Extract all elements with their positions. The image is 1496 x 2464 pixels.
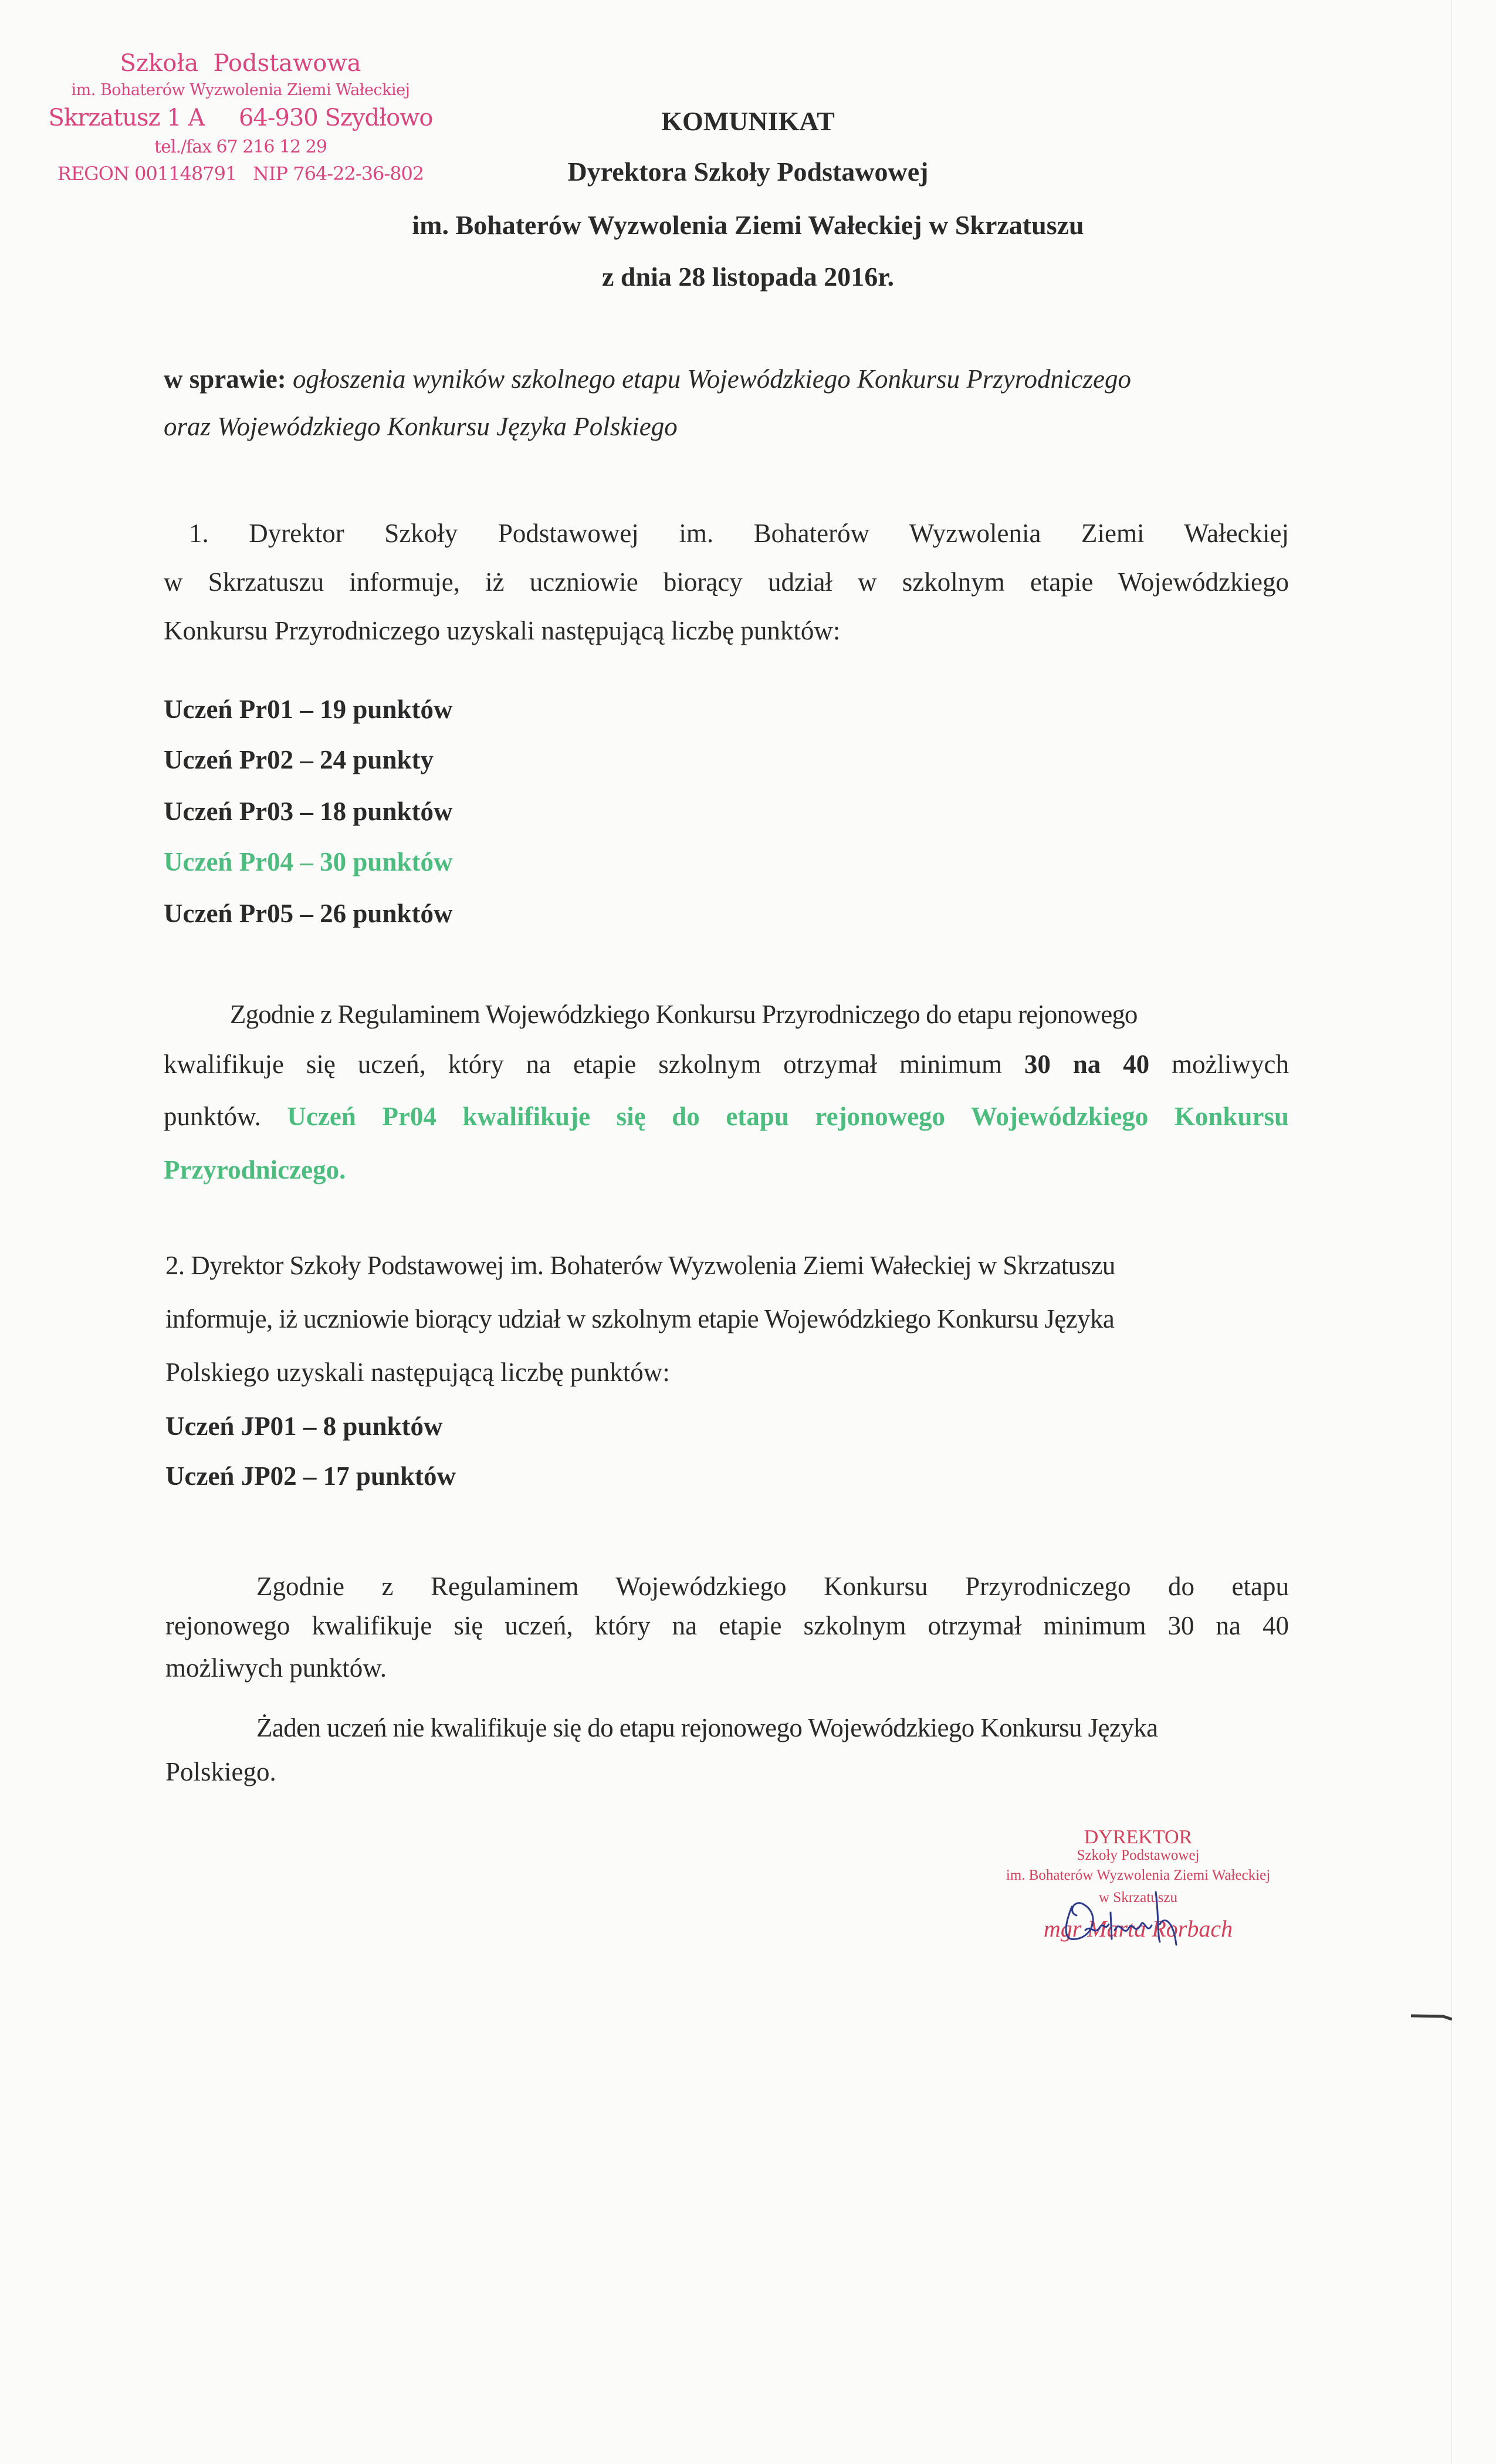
- rule-text-points: punktów.: [164, 1102, 261, 1131]
- sig-patron: im. Bohaterów Wyzwolenia Ziemi Wałeckiej: [1006, 1867, 1271, 1883]
- section1-intro-line: 1. Dyrektor Szkoły Podstawowej im. Bohaterów Wyzwolenia Ziemi Wałeckiej: [189, 519, 1289, 548]
- subject-text-1: ogłoszenia wyników szkolnego etapu Wojewódzkiego Konkursu Przyrodniczego: [292, 364, 1132, 394]
- header-school-name: im. Bohaterów Wyzwolenia Ziemi Wałeckiej w Skrzatuszu: [412, 210, 1084, 240]
- stamp-school-name: Szkoła Podstawowa: [120, 50, 361, 77]
- section1-intro-line: Konkursu Przyrodniczego uzyskali następującą liczbę punktów:: [164, 616, 841, 645]
- section1-rule-line-3: [164, 1104, 1289, 1130]
- rule-text-post: możliwych: [1172, 1050, 1289, 1079]
- sig-town: w Skrzatuszu: [1099, 1890, 1177, 1905]
- subject-line: [164, 366, 1289, 392]
- subject-label: w sprawie:: [164, 364, 286, 394]
- result-item-pr05: Uczeń Pr05 – 26 punktów: [164, 899, 453, 928]
- section2-rule-line: rejonowego kwalifikuje się uczeń, który na etapie szkolnym otrzymał minimum 30 na 40: [165, 1611, 1289, 1640]
- header-issuer: Dyrektora Szkoły Podstawowej: [567, 157, 929, 187]
- sig-school: Szkoły Podstawowej: [1077, 1847, 1200, 1863]
- document-title: KOMUNIKAT: [661, 106, 835, 136]
- scan-artifact-mark: [1411, 2012, 1452, 2020]
- section2-conclusion-line: Polskiego.: [165, 1757, 276, 1786]
- subject-text-2: oraz Wojewódzkiego Konkursu Języka Polskiego: [164, 412, 678, 441]
- section2-rule-line: możliwych punktów.: [165, 1653, 387, 1683]
- stamp-school-patron: im. Bohaterów Wyzwolenia Ziemi Wałeckiej: [71, 81, 410, 99]
- sig-name: mgr Marta Rorbach: [1043, 1915, 1233, 1942]
- header-date: z dnia 28 listopada 2016r.: [601, 262, 894, 292]
- stamp-school-regon-nip: REGON 001148791 NIP 764-22-36-802: [57, 163, 424, 185]
- section2-intro-line: 2. Dyrektor Szkoły Podstawowej im. Bohaterów Wyzwolenia Ziemi Wałeckiej w Skrzatuszu: [165, 1251, 1115, 1280]
- result-item-pr04-qualified: Uczeń Pr04 – 30 punktów: [164, 847, 453, 876]
- result-item-pr03: Uczeń Pr03 – 18 punktów: [164, 797, 453, 826]
- stamp-school-address: Skrzatusz 1 A 64-930 Szydłowo: [48, 104, 433, 131]
- scan-paper-edge: [1451, 0, 1452, 2464]
- qualification-statement: Uczeń Pr04 kwalifikuje się do etapu rejonowego Wojewódzkiego Konkursu: [287, 1102, 1289, 1131]
- qualification-statement-end: Przyrodniczego.: [164, 1155, 346, 1184]
- section1-rule-line-1: Zgodnie z Regulaminem Wojewódzkiego Konkursu Przyrodniczego do etapu rejonowego: [230, 1000, 1138, 1029]
- section1-intro-line: w Skrzatuszu informuje, iż uczniowie biorący udział w szkolnym etapie Wojewódzkiego: [164, 567, 1289, 597]
- result-item-pr01: Uczeń Pr01 – 19 punktów: [164, 695, 453, 724]
- sig-title: DYREKTOR: [1084, 1826, 1193, 1848]
- section2-conclusion-line: Żaden uczeń nie kwalifikuje się do etapu rejonowego Wojewódzkiego Konkursu Języka: [256, 1713, 1158, 1742]
- section1-rule-line-2: [164, 1051, 1289, 1078]
- section2-intro-line: Polskiego uzyskali następującą liczbę punktów:: [165, 1358, 670, 1387]
- section2-rule-line: Zgodnie z Regulaminem Wojewódzkiego Konkursu Przyrodniczego do etapu: [256, 1572, 1289, 1601]
- rule-text-pre: kwalifikuje się uczeń, który na etapie szkolnym otrzymał minimum: [164, 1050, 1002, 1079]
- result-item-jp02: Uczeń JP02 – 17 punktów: [165, 1461, 456, 1491]
- result-item-pr02: Uczeń Pr02 – 24 punkty: [164, 745, 434, 774]
- result-item-jp01: Uczeń JP01 – 8 punktów: [165, 1412, 443, 1441]
- handwritten-signature: [1059, 1889, 1194, 1954]
- section2-intro-line: informuje, iż uczniowie biorący udział w szkolnym etapie Wojewódzkiego Konkursu Języka: [165, 1304, 1115, 1333]
- rule-threshold: 30 na 40: [1024, 1050, 1150, 1079]
- stamp-school-phone: tel./fax 67 216 12 29: [154, 137, 327, 157]
